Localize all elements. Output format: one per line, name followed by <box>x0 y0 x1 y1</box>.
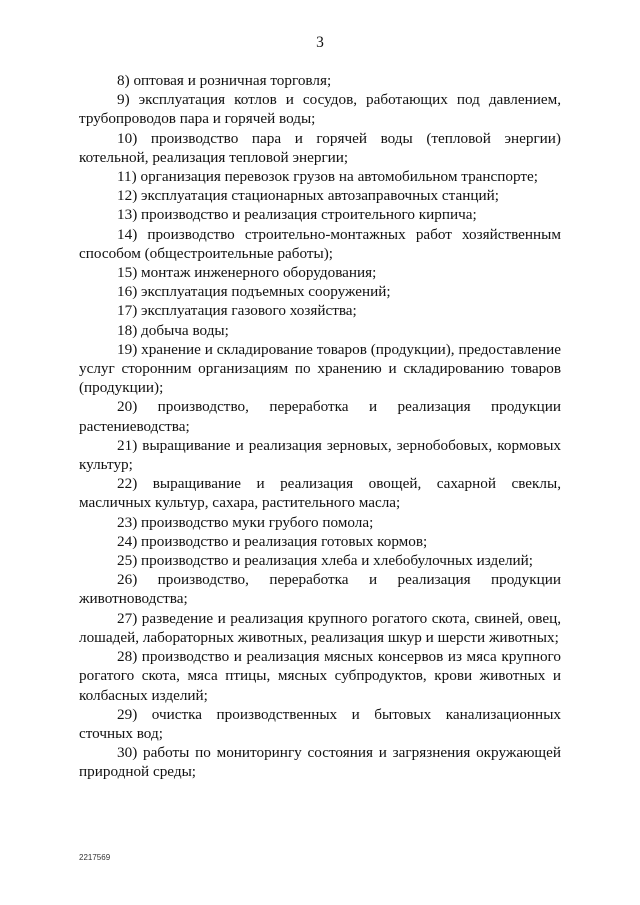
document-code: 2217569 <box>79 853 111 862</box>
list-item: 10) производство пара и горячей воды (тепловой энергии) котельной, реализация тепловой энергии; <box>79 129 561 166</box>
list-item: 15) монтаж инженерного оборудования; <box>117 264 377 282</box>
list-item: 30) работы по мониторингу состояния и загрязнения окружающей природной среды; <box>79 744 561 781</box>
list-item: 12) эксплуатация стационарных автозаправочных станций; <box>117 187 499 205</box>
list-item: 24) производство и реализация готовых кормов; <box>117 532 428 550</box>
list-item: 21) выращивание и реализация зерновых, зернобобовых, кормовых культур; <box>79 436 561 474</box>
document-body <box>79 71 561 782</box>
list-item: 9) эксплуатация котлов и сосудов, работающих под давлением, трубопроводов пара и горячей воды; <box>79 91 561 128</box>
list-item: 19) хранение и складирование товаров (продукции), предоставление услуг сторонним организациям по хранению и складированию товаров (продукции); <box>79 340 561 397</box>
list-item: 22) выращивание и реализация овощей, сахарной свеклы, масличных культур, сахара, растительного масла; <box>79 475 561 512</box>
list-item: 26) производство, переработка и реализация продукции животноводства; <box>79 571 561 608</box>
list-item: 20) производство, переработка и реализация продукции растениеводства; <box>79 398 561 435</box>
list-item: 16) эксплуатация подъемных сооружений; <box>117 283 391 301</box>
list-item: 18) добыча воды; <box>117 321 229 339</box>
list-item: 14) производство строительно-монтажных работ хозяйственным способом (общестроительные работы); <box>79 225 561 262</box>
page-number: 3 <box>316 34 324 51</box>
list-item: 13) производство и реализация строительного кирпича; <box>117 206 477 224</box>
list-item: 17) эксплуатация газового хозяйства; <box>117 302 357 320</box>
list-item: 8) оптовая и розничная торговля; <box>117 72 332 89</box>
list-item: 11) организация перевозок грузов на автомобильном транспорте; <box>117 168 538 186</box>
list-item: 23) производство муки грубого помола; <box>117 513 374 531</box>
list-item: 25) производство и реализация хлеба и хлебобулочных изделий; <box>117 552 534 570</box>
list-item: 28) производство и реализация мясных консервов из мяса крупного рогатого скота, мяса птицы, мясных субпродуктов, крови животных и колбасных изделий; <box>79 648 561 704</box>
list-item: 29) очистка производственных и бытовых канализационных сточных вод; <box>79 705 561 742</box>
list-item: 27) разведение и реализация крупного рогатого скота, свиней, овец, лошадей, лабораторных животных, реализация шкур и шерсти животных; <box>79 609 561 646</box>
